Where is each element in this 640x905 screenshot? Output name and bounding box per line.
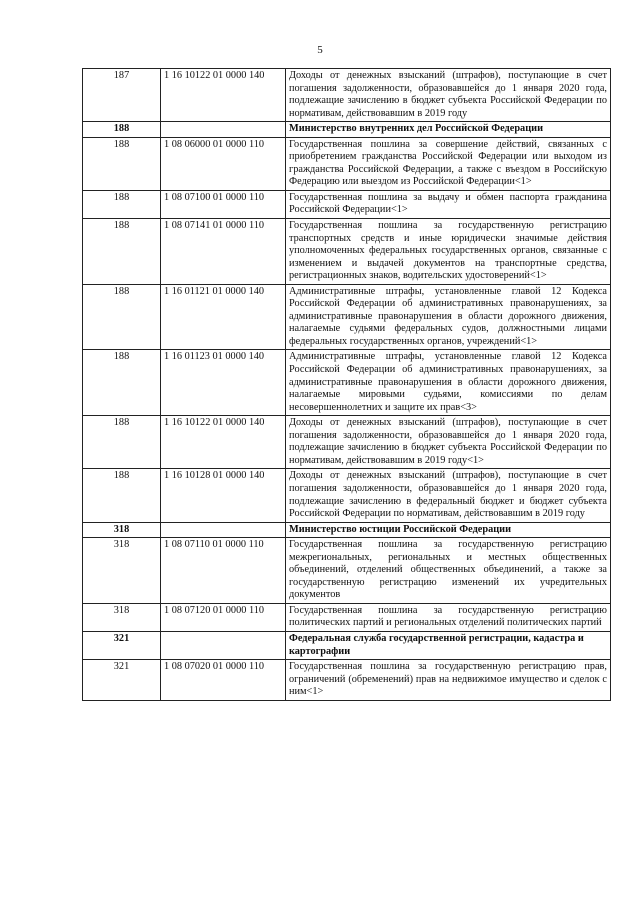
administrator-code: 318 (83, 538, 161, 604)
budget-classification-code: 1 08 07110 01 0000 110 (161, 538, 286, 604)
administrator-code: 188 (83, 416, 161, 469)
administrator-code: 188 (83, 284, 161, 350)
table-row (83, 137, 611, 190)
budget-classification-code: 1 16 01121 01 0000 140 (161, 284, 286, 350)
budget-classification-code (161, 522, 286, 538)
table-row (83, 538, 611, 604)
administrator-name: Министерство юстиции Российской Федерации (286, 522, 611, 538)
administrator-code: 188 (83, 137, 161, 190)
revenue-codes-table (82, 68, 611, 701)
table-row (83, 219, 611, 285)
budget-classification-code: 1 08 07141 01 0000 110 (161, 219, 286, 285)
revenue-description: Доходы от денежных взысканий (штрафов), поступающие в счет погашения задолженности, образовавшейся до 1 января 2020 года, подлежащие зачислению в бюджет субъекта Российской Федерации по нормативам, действовавшим в 2019 году<1> (286, 416, 611, 469)
revenue-description: Доходы от денежных взысканий (штрафов), поступающие в счет погашения задолженности, образовавшейся до 1 января 2020 года, подлежащие зачислению в бюджет субъекта Российской Федерации по нормативам, действовавшим в 2019 году (286, 69, 611, 122)
table-row (83, 69, 611, 122)
administrator-code: 188 (83, 122, 161, 138)
revenue-description: Государственная пошлина за государственную регистрацию межрегиональных, региональных и местных общественных объединений, отделений общественных объединений, а также за государственную регистрацию изменений их учредительных документов (286, 538, 611, 604)
budget-classification-code: 1 16 01123 01 0000 140 (161, 350, 286, 416)
budget-classification-code: 1 16 10122 01 0000 140 (161, 416, 286, 469)
budget-classification-code: 1 16 10122 01 0000 140 (161, 69, 286, 122)
table-row (83, 284, 611, 350)
table-row (83, 469, 611, 522)
budget-classification-code (161, 122, 286, 138)
budget-classification-code (161, 631, 286, 659)
administrator-code: 188 (83, 219, 161, 285)
table-row (83, 190, 611, 218)
administrator-code: 318 (83, 603, 161, 631)
revenue-description: Административные штрафы, установленные главой 12 Кодекса Российской Федерации об административных правонарушениях, за административные правонарушения в области дорожного движения, налагаемые мировыми судьями, комиссиями по делам несовершеннолетних и защите их прав<3> (286, 350, 611, 416)
revenue-description: Доходы от денежных взысканий (штрафов), поступающие в счет погашения задолженности, образовавшейся до 1 января 2020 года, подлежащие зачислению в федеральный бюджет и бюджет субъекта Российской Федерации по нормативам, действовавшим в 2019 году (286, 469, 611, 522)
budget-classification-code: 1 08 07020 01 0000 110 (161, 660, 286, 701)
revenue-description: Государственная пошлина за государственную регистрацию политических партий и региональных отделений политических партий (286, 603, 611, 631)
administrator-code: 188 (83, 190, 161, 218)
administrator-code: 188 (83, 350, 161, 416)
ministry-header-row (83, 522, 611, 538)
budget-classification-code: 1 08 06000 01 0000 110 (161, 137, 286, 190)
budget-classification-code: 1 08 07120 01 0000 110 (161, 603, 286, 631)
ministry-header-row (83, 631, 611, 659)
administrator-code: 187 (83, 69, 161, 122)
revenue-description: Административные штрафы, установленные главой 12 Кодекса Российской Федерации об административных правонарушениях, за административные правонарушения в области дорожного движения, налагаемые судьями федеральных судов, должностными лицами федеральных государственных органов, учреждений<1> (286, 284, 611, 350)
table-row (83, 603, 611, 631)
revenue-description: Государственная пошлина за государственную регистрацию транспортных средств и иные юридически значимые действия уполномоченных федеральных государственных органов, связанные с изменением и выдачей документов на транспортные средства, регистрационных знаков, водительских удостоверений<1> (286, 219, 611, 285)
administrator-code: 318 (83, 522, 161, 538)
revenue-description: Государственная пошлина за государственную регистрацию прав, ограничений (обременений) прав на недвижимое имущество и сделок с ним<1> (286, 660, 611, 701)
revenue-description: Государственная пошлина за выдачу и обмен паспорта гражданина Российской Федерации<1> (286, 190, 611, 218)
administrator-code: 321 (83, 660, 161, 701)
table-row (83, 660, 611, 701)
administrator-name: Министерство внутренних дел Российской Федерации (286, 122, 611, 138)
table-row (83, 416, 611, 469)
revenue-description: Государственная пошлина за совершение действий, связанных с приобретением гражданства Российской Федерации или выходом из гражданства Российской Федерации, а также с въездом в Российскую Федерацию или выездом из Российской Федерации<1> (286, 137, 611, 190)
administrator-code: 188 (83, 469, 161, 522)
budget-classification-code: 1 16 10128 01 0000 140 (161, 469, 286, 522)
ministry-header-row (83, 122, 611, 138)
page-number: 5 (317, 44, 323, 56)
administrator-name: Федеральная служба государственной регистрации, кадастра и картографии (286, 631, 611, 659)
budget-classification-code: 1 08 07100 01 0000 110 (161, 190, 286, 218)
administrator-code: 321 (83, 631, 161, 659)
table-row (83, 350, 611, 416)
